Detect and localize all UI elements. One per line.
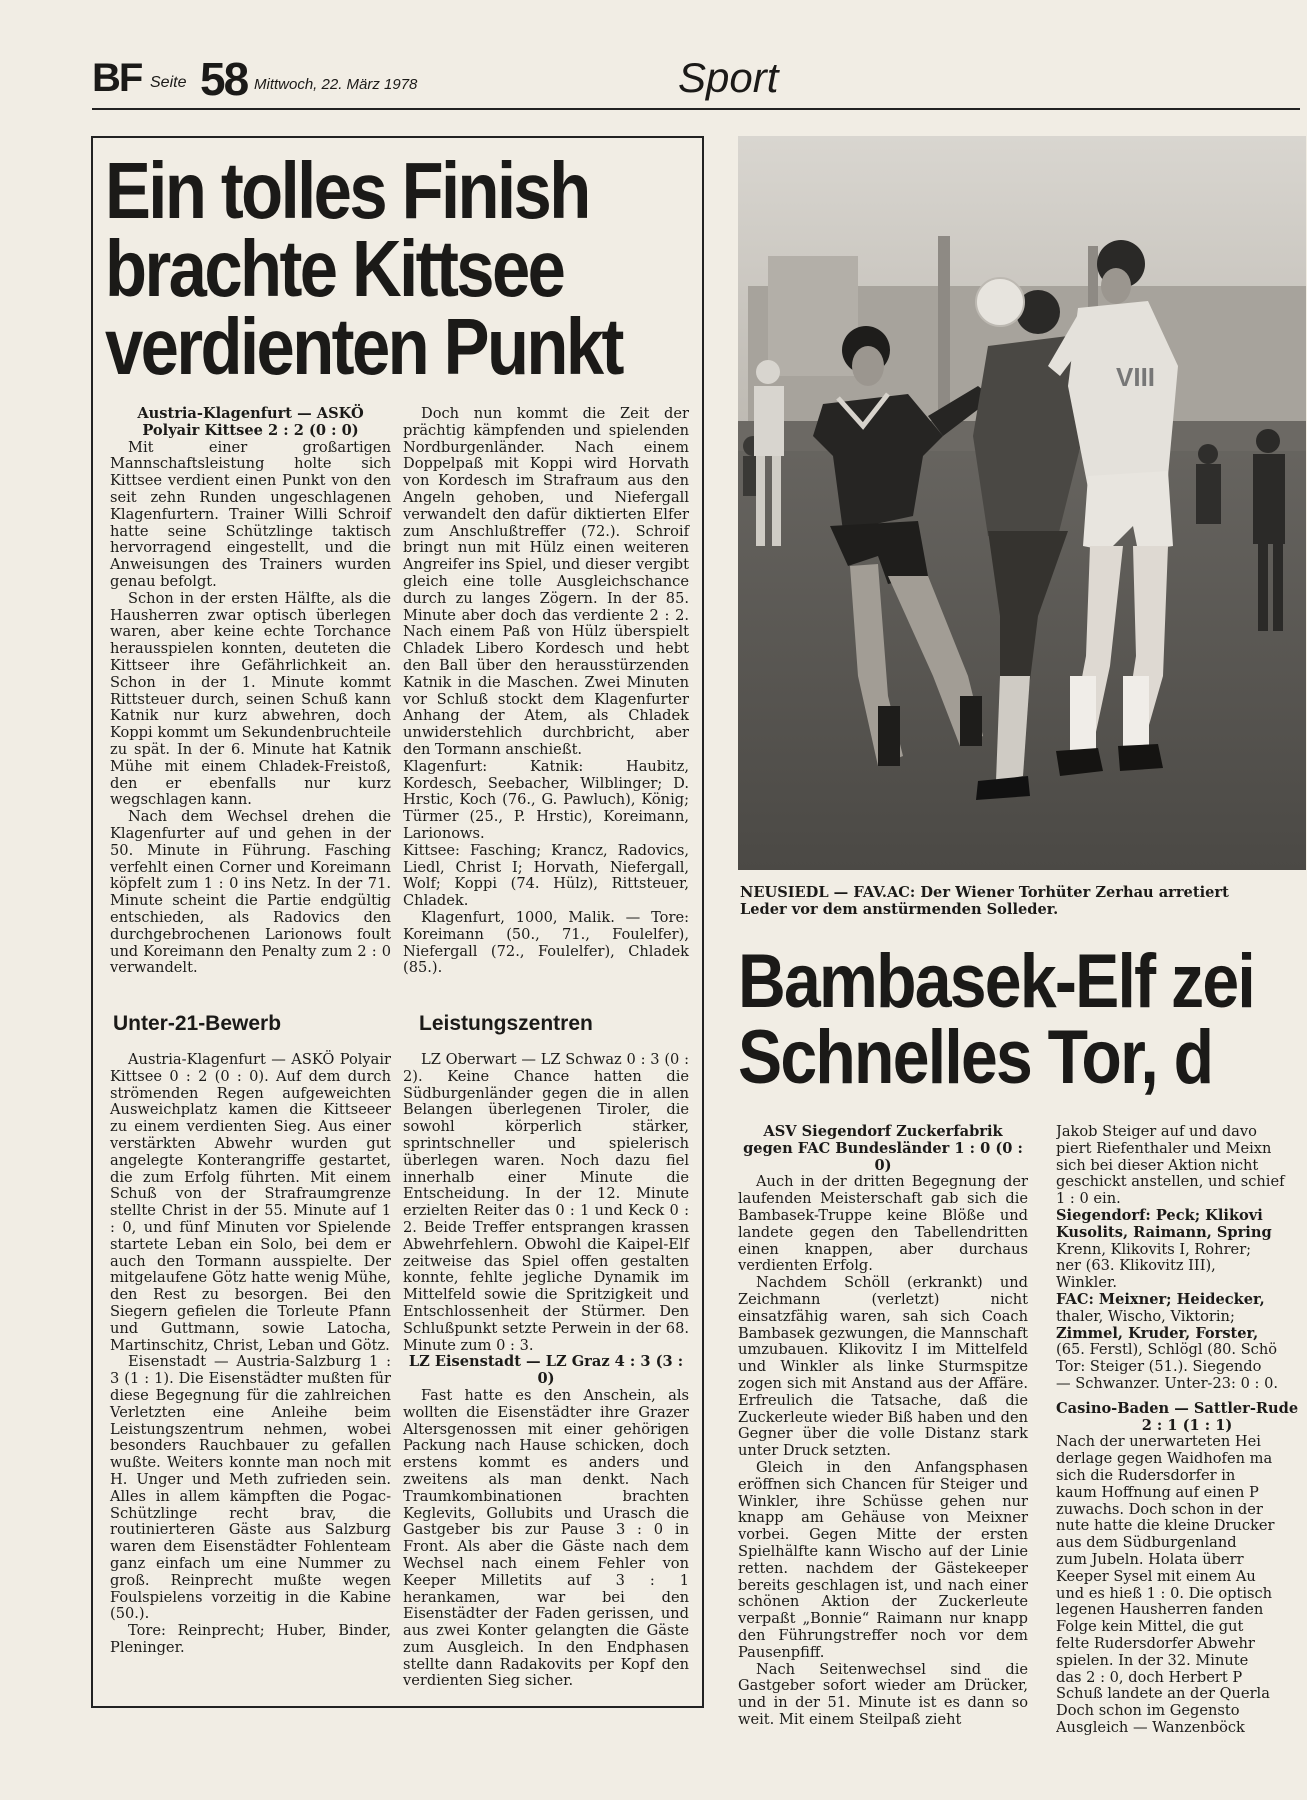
article-column-4 [403,1052,689,1690]
masthead [92,52,1300,110]
paragraph: Nach Seitenwechsel sind die Gastgeber sofort wieder am Drücker, und in der 51. Minute ist es dann so weit. Mit einem Steilpaß zieht [738,1660,1028,1728]
headline-line: Schnelles Tor, d [738,1015,1213,1096]
paragraph: Gleich in den Anfangsphasen eröffnen sich Chancen für Steiger und Winkler, ihre Schüsse gehen nur knapp am Gehäuse von Meixner vorbei. Gegen Mitte der ersten Spielhälfte kann Wischo auf der Linie retten. nachdem der Gästekeeper bereits geschlagen ist, und nach einer schönen Aktion der Zuckerleute verpaßt „Bonnie“ Raimann nur knapp den Führungstreffer noch vor dem Pausenpfiff. [738,1458,1028,1661]
football-scene-image [738,136,1306,870]
clipped-text-column [1056,1124,1307,1737]
lineup-klagenfurt: Klagenfurt: Katnik: Haubitz, Kordesch, Seebacher, Wilblinger; D. Hrstic, Koch (76., G. Pawluch), König; Türmer (25., P. Hrstic), Koreimann, Larionows. [403,757,689,842]
text-line: FAC: Meixner; Heidecker, [1056,1290,1265,1308]
text-line: piert Riefenthaler und Meixn [1056,1139,1272,1157]
paragraph: Mit einer großartigen Mannschaftsleistung holte sich Kittsee verdient einen Punkt von den seit zehn Runden ungeschlagenen Klagenfurtern. Trainer Willi Schroif hatte seine Schützlinge taktisch hervorragend eingestellt, und die Anweisungen des Trainers wurden genau befolgt. [110,438,391,590]
headline-line: Bambasek-Elf zei [738,944,1255,1024]
main-article-box [91,136,704,1708]
match-facts: Klagenfurt, 1000, Malik. — Tore: Koreimann (50., 71., Foulelfer), Niefergall (72., Foulelfer), Chladek (85.). [403,908,689,977]
text-line: das 2 : 0, doch Herbert P [1056,1668,1243,1686]
text-line: Nach der unerwarteten Hei [1056,1433,1261,1451]
paragraph: Fast hatte es den Anschein, als wollten die Eisenstädter ihre Grazer Altersgenossen mit einer gehörigen Packung nach Hause schicken, doch erstens kommt es anders und zweitens als man denkt. Nach Traumkombinationen brachten Keglevits, Gollubits und Urasch die Gastgeber bis zur Pause 3 : 0 in Front. Als aber die Gäste nach dem Wechsel nach einem Fehler von Keeper Milletits auf 3 : 1 herankamen, war bei den Eisenstädter der Faden gerissen, und aus zwei Konter gelangten die Gäste zum Ausgleich. In den Endphasen stellte dann Radakovits per Kopf den verdienten Sieg sicher. [403,1386,689,1690]
text-line: Ausgleich — Wanzenböck [1056,1718,1245,1736]
paragraph: Eisenstadt — Austria-Salzburg 1 : 3 (1 : 1). Die Eisenstädter mußten für diese Begegnung für die zahlreichen Verletzten eine Anleihe beim Leistungszentrum nehmen, wobei besonders Rauchbauer zu gefallen wußte. Weiters konnte man noch mit H. Unger und Meth zufrieden sein. Alles in allem kämpften die Pogac-Schützlinge recht brav, die routinierteren Gäste aus Salzburg waren dem Eisenstädter Fohlenteam ganz einfach um eine Nummer zu groß. Reinprecht mußte wegen Foulspielens vorzeitig in die Kabine (50.). [110,1353,391,1623]
text-line: Casino-Baden — Sattler-Rude [1056,1399,1299,1417]
match-result: Austria-Klagenfurt — ASKÖ Polyair Kittsee 2 : 2 (0 : 0) [137,405,364,439]
article-column-3 [110,1052,391,1657]
svg-text:VIII: VIII [1116,362,1156,392]
text-line: 2 : 1 (1 : 1) [1141,1416,1233,1434]
page-number: 58 [200,53,248,105]
text-line: Jakob Steiger auf und davo [1056,1124,1257,1140]
text-line: zum Jubeln. Holata überr [1056,1550,1244,1568]
article-column-1 [110,406,391,977]
issue-date: Mittwoch, 22. März 1978 [254,76,418,93]
text-line: legenen Hausherren fanden [1056,1601,1264,1619]
match-photo [738,136,1306,870]
text-line: Folge kein Mittel, die gut [1056,1618,1244,1636]
paragraph: Nachdem Schöll (erkrankt) und Zeichmann (verletzt) nicht einsatzfähig waren, sah sich Coach Bambasek gezwungen, die Mannschaft umzubauen. Klikovitz I im Mittelfeld und Winkler als linke Sturmspitze zogen sich mit Anstand aus der Affäre. Erfreulich die Tatsache, daß die Zuckerleute wieder Biß haben und den Gegner über die volle Distanz stark unter Druck setzten. [738,1274,1028,1460]
subheading-u21: Unter-21-Bewerb [113,1012,282,1035]
text-line: aus dem Südburgenland [1056,1534,1237,1552]
paragraph: Tore: Reinprecht; Huber, Binder, Pleninger. [110,1622,391,1656]
text-line: thaler, Wischo, Viktorin; [1056,1307,1235,1325]
text-line: 1 : 0 ein. [1056,1190,1121,1208]
text-line: Schuß landete an der Querla [1056,1685,1270,1703]
text-line: ner (63. Klikovitz III), [1056,1257,1216,1275]
text-line: Krenn, Klikovits I, Rohrer; [1056,1240,1252,1258]
text-line: Kusolits, Raimann, Spring [1056,1223,1272,1241]
text-line: Winkler. [1056,1274,1117,1292]
match-result: LZ Eisenstadt — LZ Graz 4 : 3 (3 : 0) [408,1353,684,1388]
headline-line: brachte Kittsee [105,224,564,313]
paragraph: Austria-Klagenfurt — ASKÖ Polyair Kittsee 0 : 2 (0 : 0). Auf dem durch strömenden Regen aufgeweichten Ausweichplatz kamen die Kittseeer zu einem verdienten Sieg. Aus einer verstärkten Abwehr wurden gut angelegte Konterangriffe gestartet, die zum Erfolg führten. Mit einem Schuß von der Strafraumgrenze stellte Christ in der 55. Minute auf 1 : 0, und fünf Minuten vor Spielende startete Leban ein Solo, bei dem er auch den Tormann ausspielte. Der mitgelaufene Götz hatte wenig Mühe, den Rest zu besorgen. Bei den Siegern gefielen die Torleute Pfann und Guttmann, sowie Latocha, Martinschitz, Christ, Leban und Götz. [110,1051,391,1354]
text-line: derlage gegen Waidhofen ma [1056,1450,1273,1468]
text-line: Siegendorf: Peck; Klikovi [1056,1206,1263,1224]
text-line: kaum Hoffnung auf einen P [1056,1483,1259,1501]
caption-line: Leder vor dem anstürmenden Solleder. [740,901,1059,918]
article2-column-2-clipped [1056,1124,1307,1737]
paragraph: Doch nun kommt die Zeit der prächtig kämpfenden und spielenden Nordburgenländer. Nach einem Doppelpaß mit Koppi wird Horvath von Kordesch im Strafraum aus den Angeln gehoben, und Niefergall verwandelt den dafür diktierten Elfer zum Anschlußtreffer (72.). Schroif bringt nun mit Hülz einen weiteren Angreifer ins Spiel, und dieser vergibt gleich eine tolle Ausgleichschance durch zu langes Zögern. In der 85. Minute aber doch das verdiente 2 : 2. Nach einem Paß von Hülz überspielt Chladek Libero Kordesch und hebt den Ball über den herausstürzenden Katnik in die Maschen. Zwei Minuten vor Schluß stockt dem Klagenfurter Anhang der Atem, als Chladek unwiderstehlich durchbricht, aber den Tormann anschießt. [403,405,689,758]
text-line: zuwachs. Doch schon in der [1056,1500,1263,1518]
caption-line: NEUSIEDL — FAV.AC: Der Wiener Torhüter Zerhau arretiert [740,884,1229,901]
paragraph: Nach dem Wechsel drehen die Klagenfurter auf und gehen in der 50. Minute in Führung. Fasching verfehlt einen Corner und Koreimann köpfelt zum 1 : 0 ins Netz. In der 71. Minute scheint die Partie endgültig entschieden, als Radovics den durchgebrochenen Larionows foult und Koreimann den Penalty zum 2 : 0 verwandelt. [110,808,391,977]
lineup-kittsee: Kittsee: Fasching; Krancz, Radovics, Liedl, Christ I; Horvath, Niefergall, Wolf; Koppi (74. Hülz), Rittsteuer, Chladek. [403,841,689,910]
text-line: Zimmel, Kruder, Forster, [1056,1324,1259,1342]
text-line: Tor: Steiger (51.). Siegendo [1056,1358,1262,1376]
paragraph: LZ Oberwart — LZ Schwaz 0 : 3 (0 : 2). Keine Chance hatten die Südburgenländer gegen die in allen Belangen überlegenen Tiroler, die sowohl körperlich stärker, sprintschneller und spielerisch überlegen waren. Noch dazu fiel innerhalb einer Minute die Entscheidung. In der 12. Minute erzielten Reiter das 0 : 1 und Keck 0 : 2. Beide Treffer entsprangen krassen Abwehrfehlern. Obwohl die Kaipel-Elf zeitweise das Spiel offen gestalten konnte, fehlte jegliche Dynamik im Mittelfeld sowie die Spritzigkeit und Entschlossenheit der Stürmer. Den Schlußpunkt setzte Perwein in der 68. Minute zum 0 : 3. [403,1051,689,1354]
text-line: und es hieß 1 : 0. Die optisch [1056,1584,1273,1602]
headline-line: verdienten Punkt [105,302,622,391]
text-line: (65. Ferstl), Schlögl (80. Schö [1056,1341,1278,1359]
headline-line: Ein tolles Finish [105,146,589,235]
photo-caption [740,884,1304,918]
text-line: spielen. In der 32. Minute [1056,1651,1249,1669]
text-line: — Schwanzer. Unter-23: 0 : 0. [1056,1374,1279,1392]
page-label: Seite [150,74,187,91]
paragraph: Schon in der ersten Hälfte, als die Hausherren zwar optisch überlegen waren, aber keine echte Torchance herausspielen konnten, deuteten die Kittseer ihre Gefährlichkeit an. Schon in der 1. Minute kommt Rittsteuer durch, seinen Schuß kann Katnik nur kurz abwehren, doch Koppi kommt um Sekundenbruchteile zu spät. In der 6. Minute hat Katnik Mühe mit einem Chladek-Freistoß, den er ebenfalls nur kurz wegschlagen kann. [110,589,391,809]
article2-column-1 [738,1124,1028,1729]
newspaper-logo: BF [92,56,142,100]
main-headline [105,146,706,391]
text-line: felte Rudersdorfer Abwehr [1056,1634,1255,1652]
text-line: geschickt anstellen, und schief [1056,1173,1285,1191]
text-line: Keeper Sysel mit einem Au [1056,1567,1256,1585]
subheading-leistungszentren: Leistungszentren [419,1012,593,1035]
second-headline [738,944,1307,1096]
text-line: sich bei dieser Aktion nicht [1056,1156,1259,1174]
article-column-2 [403,406,689,977]
section-title: Sport [678,54,779,101]
text-line: sich die Rudersdorfer in [1056,1466,1236,1484]
match-result: ASV Siegendorf Zuckerfabrik gegen FAC Bundesländer 1 : 0 (0 : 0) [743,1123,1023,1174]
paragraph: Auch in der dritten Begegnung der laufenden Meisterschaft gab sich die Bambasek-Truppe keine Blöße und landete gegen den Tabellendritten einen knappen, aber durchaus verdienten Erfolg. [738,1173,1028,1275]
text-line: nute hatte die kleine Drucker [1056,1517,1275,1535]
text-line: Doch schon im Gegensto [1056,1702,1240,1720]
